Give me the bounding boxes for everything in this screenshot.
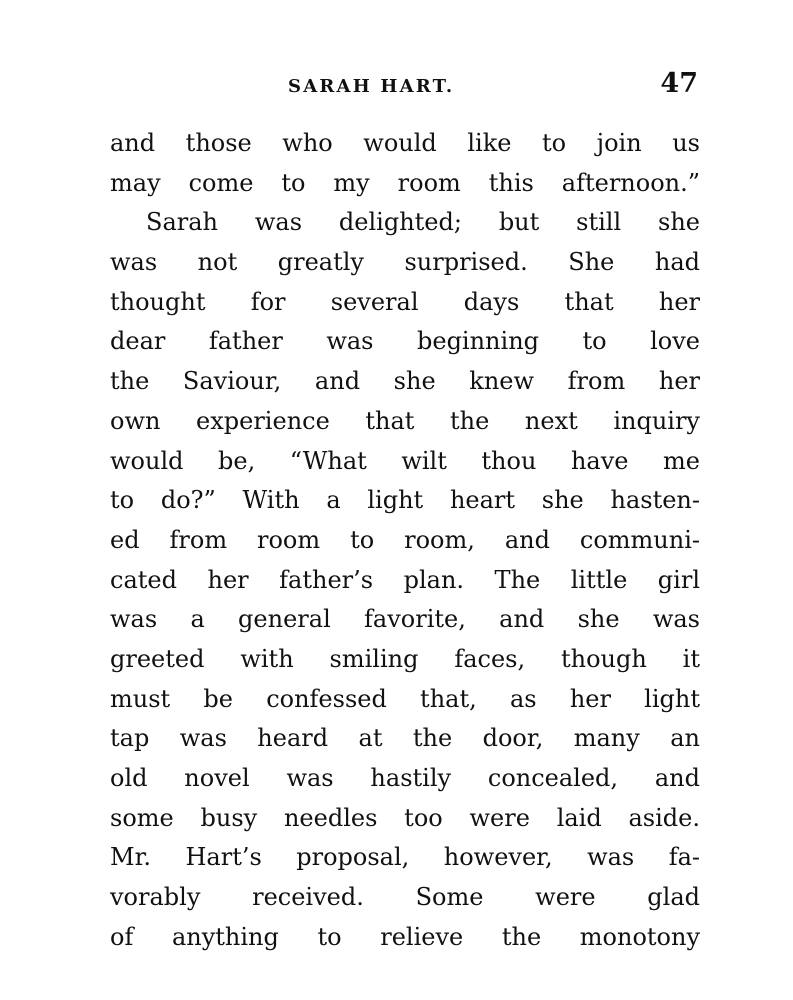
text-line: to do?” With a light heart she hasten- bbox=[110, 486, 700, 515]
body-text bbox=[110, 124, 700, 957]
text-line: old novel was hastily concealed, and bbox=[110, 764, 700, 792]
text-line: must be confessed that, as her light bbox=[110, 684, 700, 713]
text-line: greeted with smiling faces, though it bbox=[110, 644, 700, 673]
text-line: Sarah was delighted; but still she bbox=[146, 208, 700, 237]
page-number: 47 bbox=[660, 68, 698, 99]
text-line: was a general favorite, and she was bbox=[110, 605, 700, 634]
text-line: tap was heard at the door, many an bbox=[110, 724, 700, 753]
running-title: SARAH HART. bbox=[288, 76, 455, 97]
text-line: Mr. Hart’s proposal, however, was fa- bbox=[110, 843, 700, 872]
text-line: some busy needles too were laid aside. bbox=[110, 803, 700, 832]
text-line: would be, “What wilt thou have me bbox=[110, 446, 700, 475]
text-line: cated her father’s plan. The little girl bbox=[110, 565, 700, 594]
text-line: dear father was beginning to love bbox=[110, 327, 700, 356]
text-line: may come to my room this afternoon.” bbox=[110, 168, 700, 197]
text-line: was not greatly surprised. She had bbox=[110, 248, 700, 277]
text-line: and those who would like to join us bbox=[110, 129, 700, 157]
text-line: the Saviour, and she knew from her bbox=[110, 367, 700, 396]
text-line: own experience that the next inquiry bbox=[110, 406, 700, 435]
running-head bbox=[110, 68, 700, 104]
text-line: vorably received. Some were glad bbox=[110, 883, 700, 912]
text-line: of anything to relieve the monotony bbox=[110, 922, 700, 951]
text-line: thought for several days that her bbox=[110, 287, 700, 316]
text-line: ed from room to room, and communi- bbox=[110, 525, 700, 554]
